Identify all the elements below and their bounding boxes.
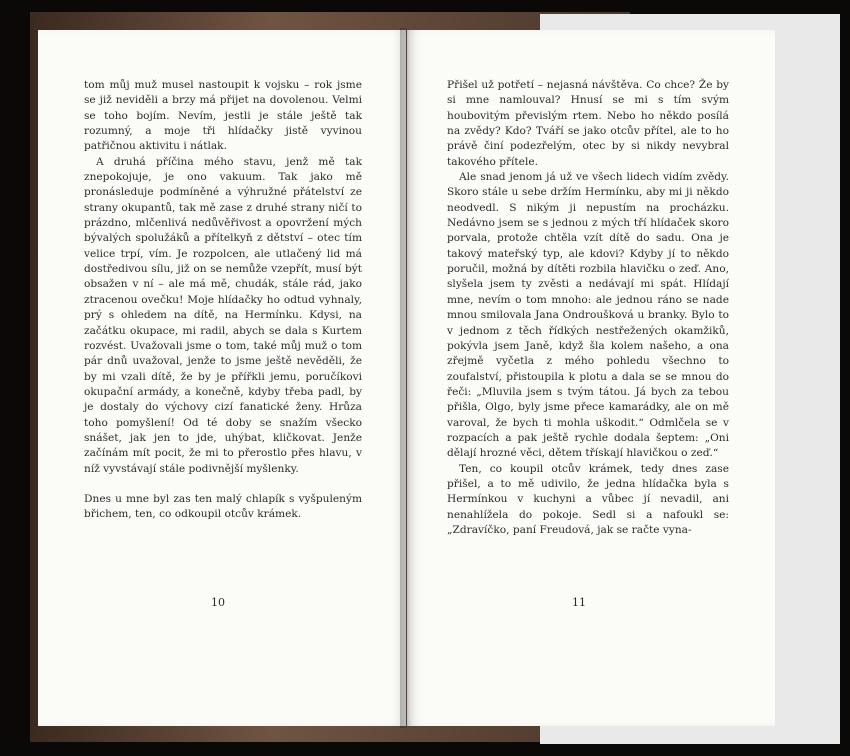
- right-paragraph-3: Ten, co koupil otcův krámek, tedy dnes zase přišel, a to mě udivilo, že jedna hlídačka byla s Hermínkou v kuchyni a vůbec jí nevadil, ani nenahlížela do pokoje. Sedl si a nafoukl se: „Zdravíčko, paní Freudová, jak se račte vyna-: [447, 462, 729, 536]
- left-page-text: [84, 78, 362, 523]
- right-page-number: 11: [572, 596, 586, 609]
- right-paragraph-2: Ale snad jenom já už ve všech lidech vidím zvědy. Skoro stále u sebe držím Hermínku, aby mi ji někdo neodvedl. S nikým ji nepustím na procházku. Nedávno jsem se s jednou z mých tří hlídaček skoro porvala, protože chtěla vzít dítě do sadu. Ona je takový mateřský typ, ale kdovi? Kdyby jí to někdo poručil, možná by dítěti rozbila hlavičku o zeď. Ano, slyšela jsem ty zvěsti a nedávají mi spát. Hlídají mne, nevím o tom mnoho: ale jednou ráno se nade mnou smilovala Jana Ondroušková u branky. Bylo to v jednom z těch řídkých nestřežených okamžiků, pokývla jsem Janě, když šla kolem našeho, a ona zřejmě vyčetla z mého pohledu všechno to zoufalství, přistoupila k plotu a dala se se mnou do řeči: „Mluvila jsem s tvým tátou. Já bych za tebou přišla, Olgo, byly jsme přece kamarádky, ale on mě varoval, že bych ti mohla uškodit.“ Odmlčela se v rozpacích a pak ještě rychle dodala šeptem: „Oni dělají hrozné věci, dětem třískají hlavičkou o zeď.“: [447, 171, 729, 460]
- left-paragraph-2: A druhá příčina mého stavu, jenž mě tak znepokojuje, je ono vakuum. Tak jako mě pronásleduje podmíněné a výhružné přátelství ze strany okupantů, tak mě zase z druhé strany ničí to prázdno, mlčenlivá nedůvěřivost a opovržení mých bývalých spolužáků a přítelkyň z dětství – otec tím velice trpí, vím. Je rozpolcen, ale utlačený lid má dostředivou sílu, již on se nemůže vzepřít, musí být obsažen v ní – ale má mě, chudák, stále rád, jako ztracenou ovečku! Moje hlídačky ho odtud vyhnaly, prý s ohledem na dítě, na Hermínku. Kdysi, na začátku okupace, mi radil, abych se dala s Kurtem rozvést. Uvažovali jsme o tom, také můj muž o tom pár dnů uvažoval, jenže to jsme ještě nevěděli, že by mi vzali dítě, že by je přířkli jemu, poručíkovi okupační armády, a konečně, kdyby třeba padl, by je dostaly do výchovy cizí fanatické ženy. Hrůza toho pomyšlení! Od té doby se snažím všecko snášet, jak jen to jde, uhýbat, kličkovat. Jenže začínám mít pocit, že mi to přerostlo přes hlavu, v níž vyvstávají stále podivnější myšlenky.: [84, 155, 362, 475]
- left-page: [38, 30, 406, 726]
- book-spine-shadow: [400, 28, 410, 728]
- left-page-number: 10: [211, 596, 225, 609]
- left-paragraph-1: tom můj muž musel nastoupit k vojsku – rok jsme se již neviděli a brzy má přijet na dovolenou. Velmi se toho bojím. Nevím, jestli je stále ještě tak rozumný, a moje tři hlídačky jistě vyvinou patřičnou aktivitu i nátlak.: [84, 79, 362, 153]
- left-paragraph-3: Dnes u mne byl zas ten malý chlapík s vyšpuleným břichem, ten, co odkoupil otcův krámek.: [84, 492, 362, 521]
- right-paragraph-1: Přišel už potřetí – nejasná návštěva. Co chce? Že by si mne namlouval? Hnusí se mi s tím svým houbovitým převislým rtem. Nebo ho někdo posílá na zvědy? Kdo? Tváří se jako otcův přítel, ale to ho právě činí podezřelým, otec by si nikdy nevybral takového přítele.: [447, 79, 729, 168]
- right-page-text: [447, 78, 729, 538]
- right-page: [407, 30, 775, 726]
